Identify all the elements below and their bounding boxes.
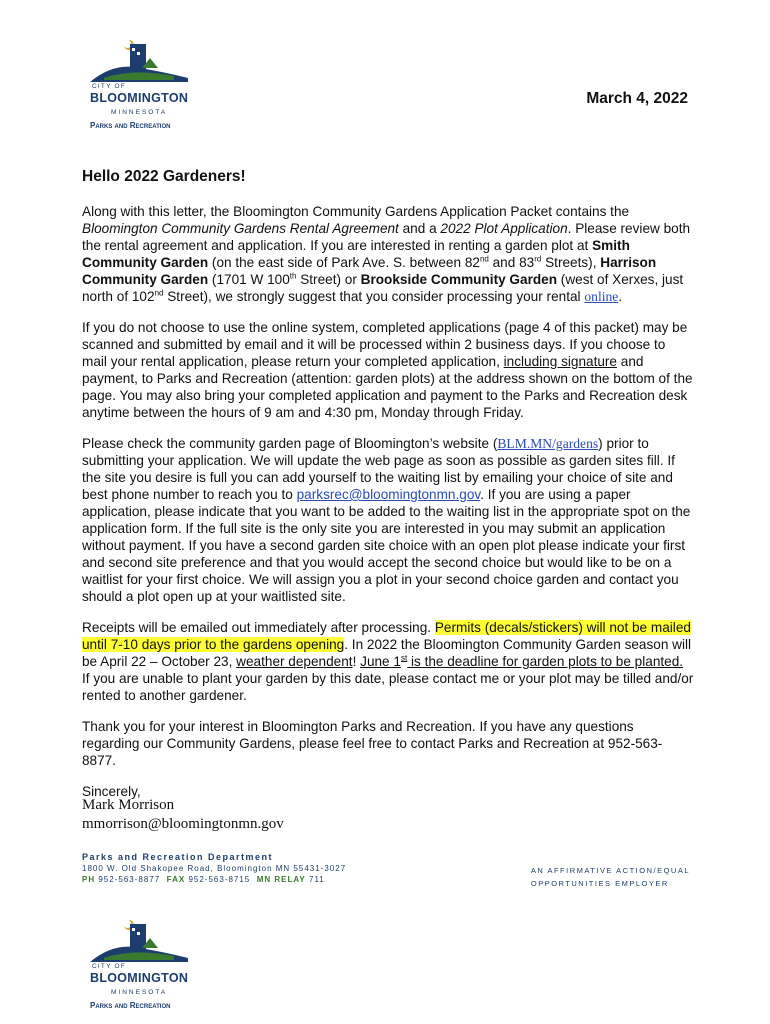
logo-state: MINNESOTA	[111, 989, 168, 996]
closing: Sincerely,	[82, 784, 141, 799]
logo-dept: Parks and Recreation	[90, 121, 171, 130]
logo-name: BLOOMINGTON	[90, 971, 189, 985]
online-link[interactable]: online	[584, 289, 619, 304]
footer-address	[82, 852, 346, 885]
signer-name: Mark Morrison	[82, 797, 175, 813]
logo-state: MINNESOTA	[111, 109, 168, 116]
footer-dept: Parks and Recreation Department	[82, 852, 274, 862]
letter-greeting: Hello 2022 Gardeners!	[82, 168, 246, 185]
parksrec-email-link[interactable]: parksrec@bloomingtonmn.gov	[296, 487, 481, 502]
city-logo-bottom	[84, 918, 194, 1010]
signature-block	[82, 796, 284, 834]
logo-dept: Parks and Recreation	[90, 1001, 171, 1010]
paragraph-1: Along with this letter, the Bloomington Community Gardens Application Packet contains the Bloomington Community Gardens Rental Agreement and a 2022 Plot Application. Please review both the rental agreement and application. If you are interested in renting a garden plot at Smith Community Garden (on the east side of Park Ave. S. between 82nd and 83rd Streets), Harrison Community Garden (1701 W 100th Street) or Brookside Community Garden (west of Xerxes, just north of 102nd Street), we strongly suggest that you consider processing your rental online.	[82, 204, 691, 304]
footer-eeo: AN AFFIRMATIVE ACTION/EQUAL OPPORTUNITIES EMPLOYER	[530, 866, 690, 888]
city-skyline-icon	[84, 918, 194, 968]
city-logo	[84, 38, 194, 130]
gardens-website-link[interactable]: BLM.MN/gardens	[497, 436, 599, 451]
paragraph-5: Thank you for your interest in Bloomington Parks and Recreation. If you have any questions regarding our Community Gardens, please feel free to contact Parks and Recreation at 952-563-8877.	[82, 719, 663, 768]
paragraph-4: Receipts will be emailed out immediately after processing. Permits (decals/stickers) will not be mailed until 7-10 days prior to the gardens opening. In 2022 the Bloomington Community Garden season will be April 22 – October 23, weather dependent! June 1st is the deadline for garden plots to be planted. If you are unable to plant your garden by this date, please contact me or your plot may be tilled and/or rented to another gardener.	[82, 620, 694, 703]
paragraph-3: Please check the community garden page of Bloomington’s website (BLM.MN/gardens) prior to submitting your application. We will update the web page as soon as possible as garden sites fill. If the site you desire is full you can add yourself to the waiting list by emailing your choice of site and best phone number to reach you to parksrec@bloomingtonmn.gov. If you are using a paper application, please indicate that you want to be added to the waiting list in the appropriate spot on the application form. If the full site is the only site you are interested in you may submit an application without payment. If you have a second garden site choice with an open plot please indicate your first and second site preference and that you would accept the second choice but would like to be on a waitlist for your first choice. We will assign you a plot in your second choice garden and contact you should a plot open up at your waitlisted site.	[82, 436, 691, 604]
footer-street: 1800 W. Old Shakopee Road, Bloomington MN 55431-3027	[82, 864, 347, 873]
paragraph-2: If you do not choose to use the online system, completed applications (page 4 of this packet) may be scanned and submitted by email and it will be processed within 2 business days. If you choose to mail your rental application, please return your completed application, including signature and payment, to Parks and Recreation (attention: garden plots) at the address shown on the bottom of the page. You may also bring your completed application and payment to the Parks and Recreation desk anytime between the hours of 9 am and 4:30 pm, Monday through Friday.	[82, 320, 693, 420]
signer-email: mmorrison@bloomingtonmn.gov	[82, 816, 284, 832]
letter-body	[82, 203, 694, 814]
logo-city-of: CITY OF	[92, 83, 126, 90]
city-skyline-icon	[84, 38, 194, 88]
letter-date: March 4, 2022	[586, 90, 688, 107]
footer-phones: PH 952-563-8877 FAX 952-563-8715 MN RELAY 711	[82, 875, 325, 884]
logo-city-of: CITY OF	[92, 963, 126, 970]
logo-name: BLOOMINGTON	[90, 91, 189, 105]
permits-highlight: Permits (decals/stickers) will not be mailed until 7-10 days prior to the gardens opening	[82, 620, 691, 652]
